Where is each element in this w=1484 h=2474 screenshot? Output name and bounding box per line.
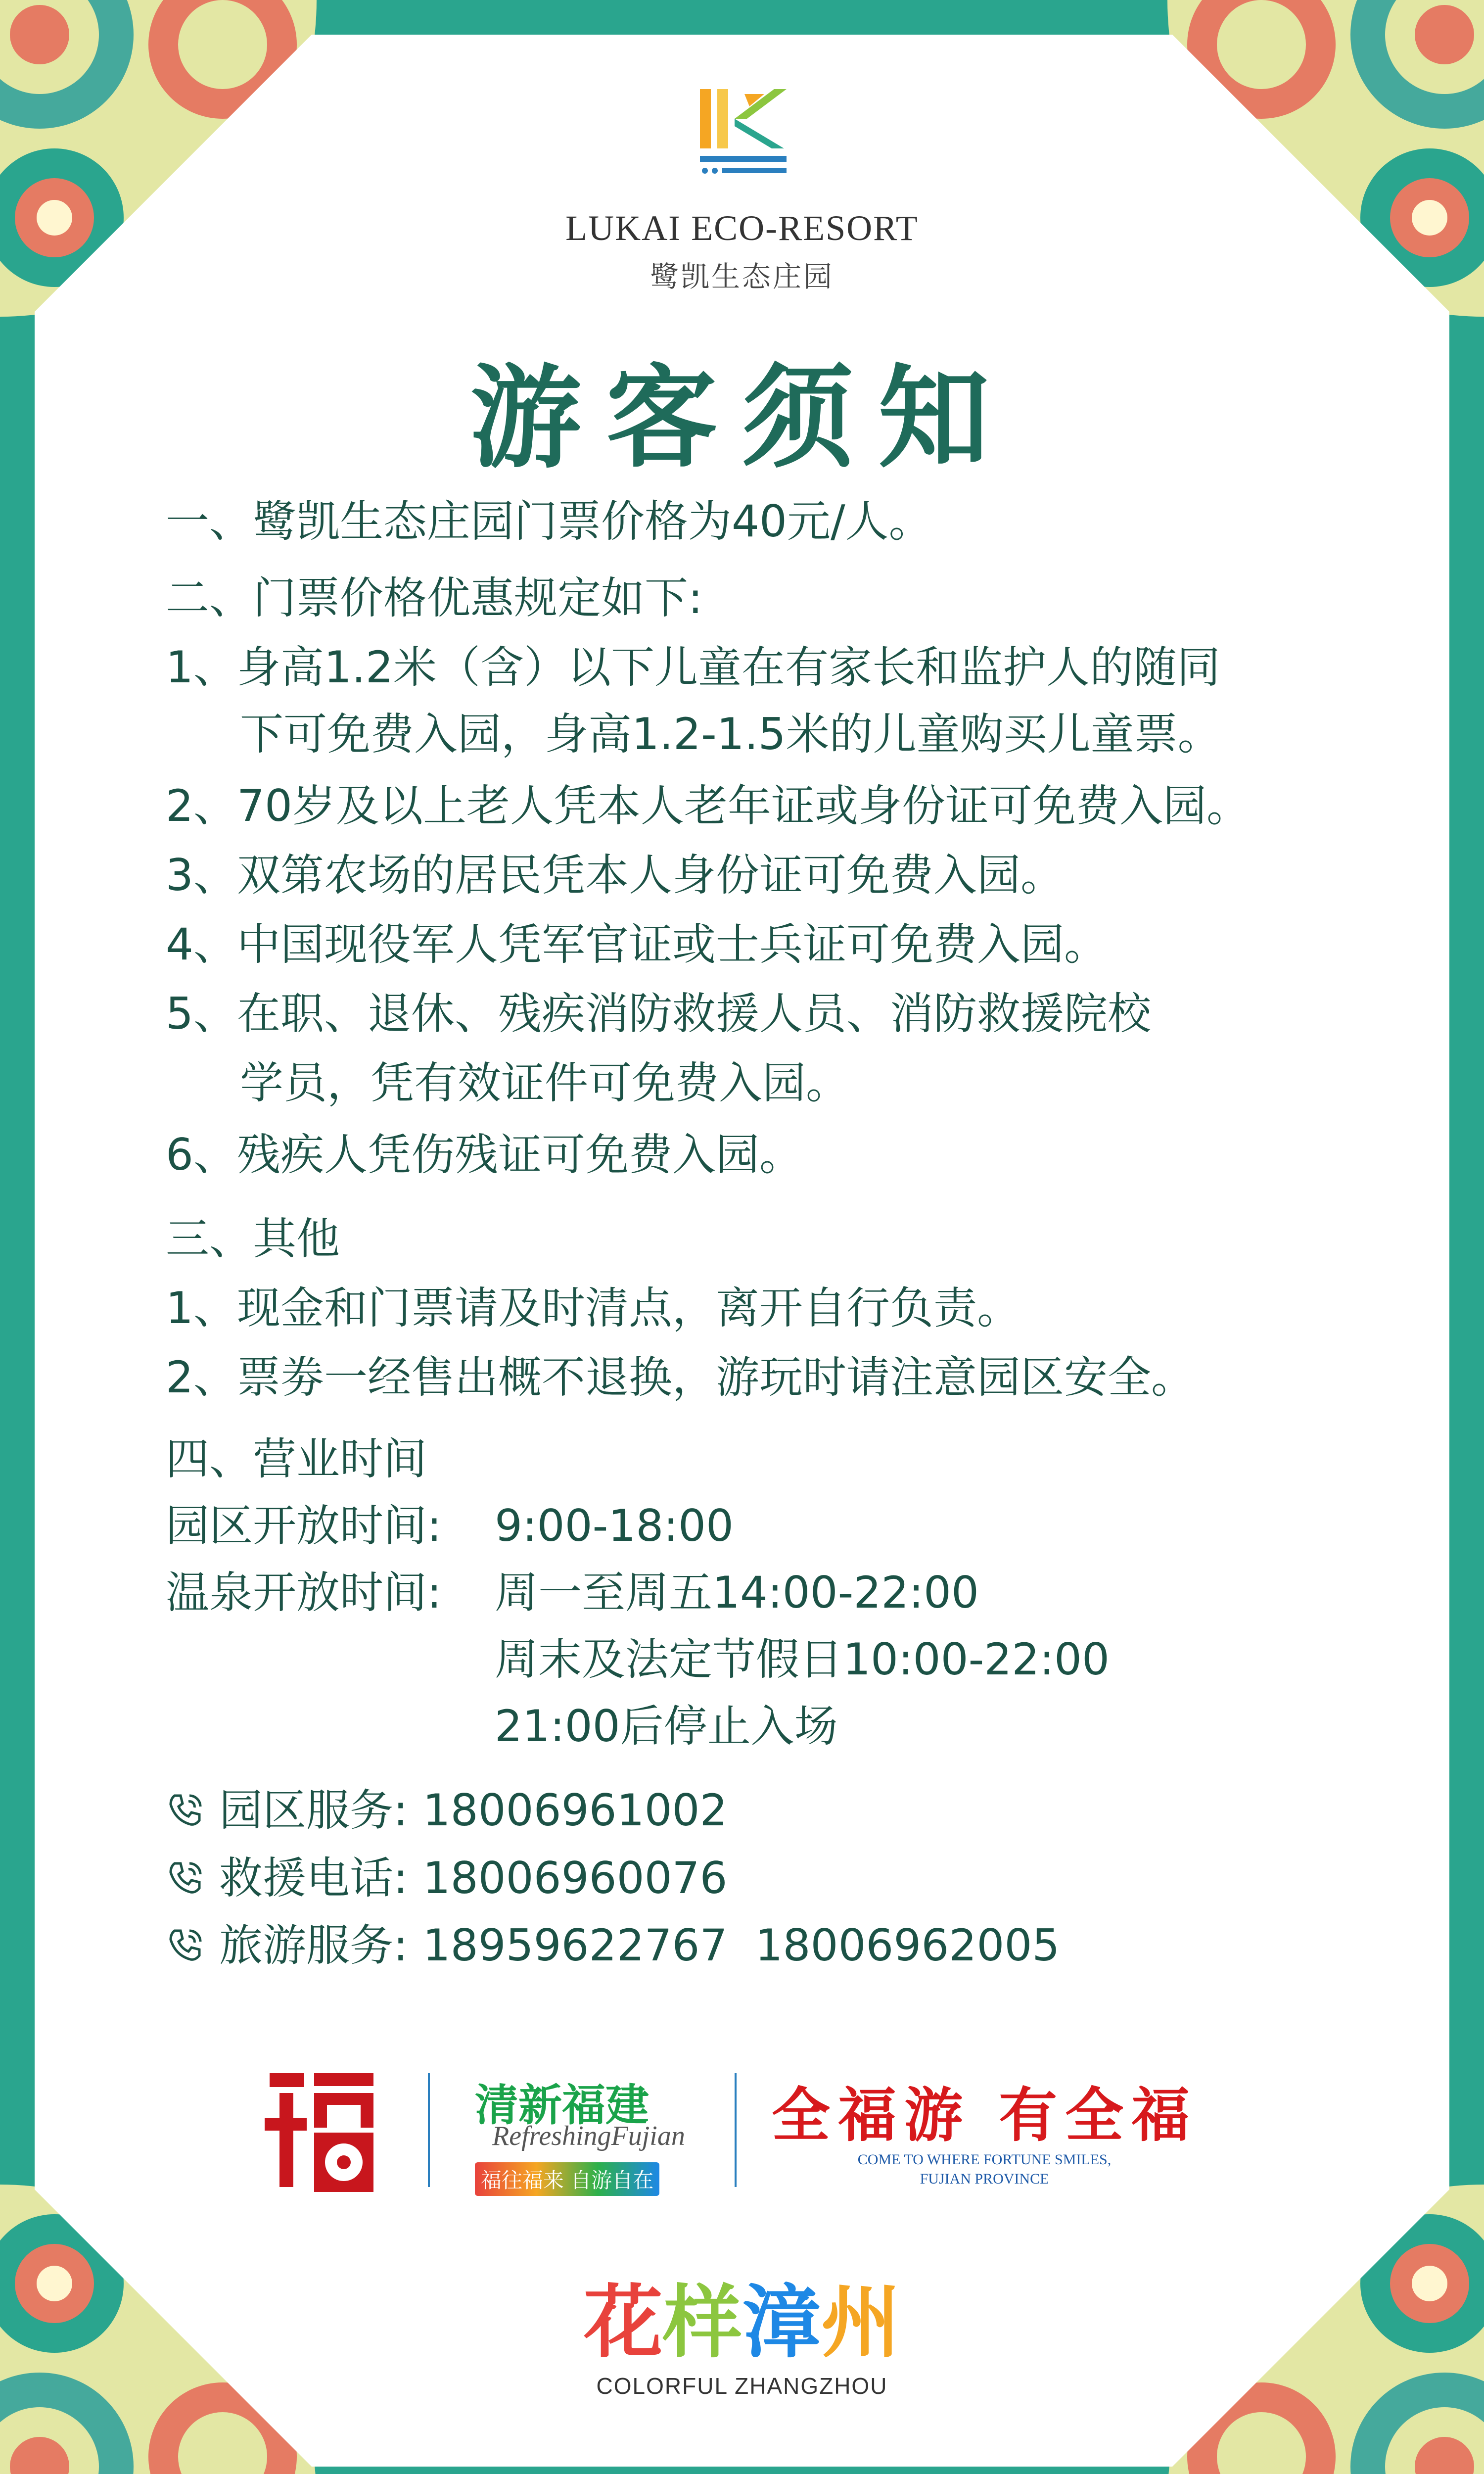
contact-park-service [166, 1785, 728, 1836]
spring-hours-label: 温泉开放时间: [166, 1567, 442, 1618]
phone-icon [166, 1926, 205, 1965]
zhangzhou-subtitle: COLORFUL ZHANGZHOU [596, 2373, 888, 2399]
discount-item-5-cont: 学员，凭有效证件可免费入园。 [240, 1057, 850, 1108]
quanfu-subtitle [831, 2150, 1138, 2189]
other-item-1: 1、现金和门票请及时清点，离开自行负责。 [166, 1283, 1020, 1333]
qingxin-fujian-title: 清新福建 [475, 2080, 649, 2131]
phone-icon [166, 1791, 205, 1830]
zhangzhou-title-char: 州 [821, 2276, 901, 2369]
contact-number[interactable]: 18006960076 [422, 1853, 728, 1903]
section-hours-heading: 四、营业时间 [166, 1433, 427, 1484]
page-title: 游客须知 [470, 354, 1014, 483]
section-discounts-heading: 二、门票价格优惠规定如下: [166, 572, 703, 623]
contact-number[interactable]: 18959622767 18006962005 [422, 1920, 1060, 1971]
partner-separator [428, 2073, 430, 2187]
zhangzhou-title [0, 2259, 1484, 2373]
lukai-k-logo-icon [690, 79, 794, 183]
discount-item-6: 6、残疾人凭伤残证可免费入园。 [166, 1129, 803, 1180]
other-item-2: 2、票劵一经售出概不退换，游玩时请注意园区安全。 [166, 1352, 1195, 1403]
quanfu-subtitle-line-1: COME TO WHERE FORTUNE SMILES, [857, 2151, 1112, 2168]
section-ticket-price: 一、鹭凯生态庄园门票价格为40元/人。 [166, 496, 932, 547]
partner-separator [735, 2073, 737, 2187]
spring-last-entry: 21:00后停止入场 [495, 1701, 838, 1752]
contact-label: 旅游服务: [219, 1920, 408, 1971]
quanfu-title: 全福游 有全福 [772, 2081, 1198, 2149]
contact-label: 救援电话: [219, 1853, 408, 1903]
park-hours-value: 9:00-18:00 [495, 1500, 734, 1551]
zhangzhou-title-char: 花 [583, 2276, 663, 2369]
contact-rescue [166, 1853, 728, 1903]
qingxin-fujian-subtitle: RefreshingFujian [492, 2121, 685, 2151]
quanfu-subtitle-line-2: FUJIAN PROVINCE [920, 2171, 1049, 2187]
spring-hours-weekend: 周末及法定节假日10:00-22:00 [495, 1634, 1110, 1685]
fu-seal-logo-icon [260, 2063, 378, 2197]
contact-label: 园区服务: [219, 1785, 408, 1836]
discount-item-3: 3、双第农场的居民凭本人身份证可免费入园。 [166, 850, 1064, 901]
zhangzhou-title-char: 样 [662, 2276, 742, 2369]
park-hours-label: 园区开放时间: [166, 1500, 442, 1551]
spring-hours-weekday: 周一至周五14:00-22:00 [495, 1567, 979, 1618]
discount-item-1: 1、身高1.2米（含）以下儿童在有家长和监护人的随同 [166, 642, 1220, 693]
phone-icon [166, 1858, 205, 1898]
brand-name-cn: 鹭凯生态庄园 [649, 260, 834, 293]
discount-item-2: 2、70岁及以上老人凭本人老年证或身份证可免费入园。 [166, 780, 1250, 831]
contact-number[interactable]: 18006961002 [422, 1785, 728, 1836]
discount-item-1-cont: 下可免费入园，身高1.2-1.5米的儿童购买儿童票。 [240, 709, 1221, 760]
brand-name-en: LUKAI ECO-RESORT [565, 208, 919, 248]
contact-tourism-service [166, 1920, 1060, 1971]
discount-item-4: 4、中国现役军人凭军官证或士兵证可免费入园。 [166, 919, 1108, 970]
section-other-heading: 三、其他 [166, 1213, 340, 1264]
qingxin-fujian-slogan: 福往福来 自游自在 [475, 2162, 659, 2196]
zhangzhou-title-char: 漳 [742, 2276, 822, 2369]
discount-item-5: 5、在职、退休、残疾消防救援人员、消防救援院校 [166, 988, 1151, 1039]
